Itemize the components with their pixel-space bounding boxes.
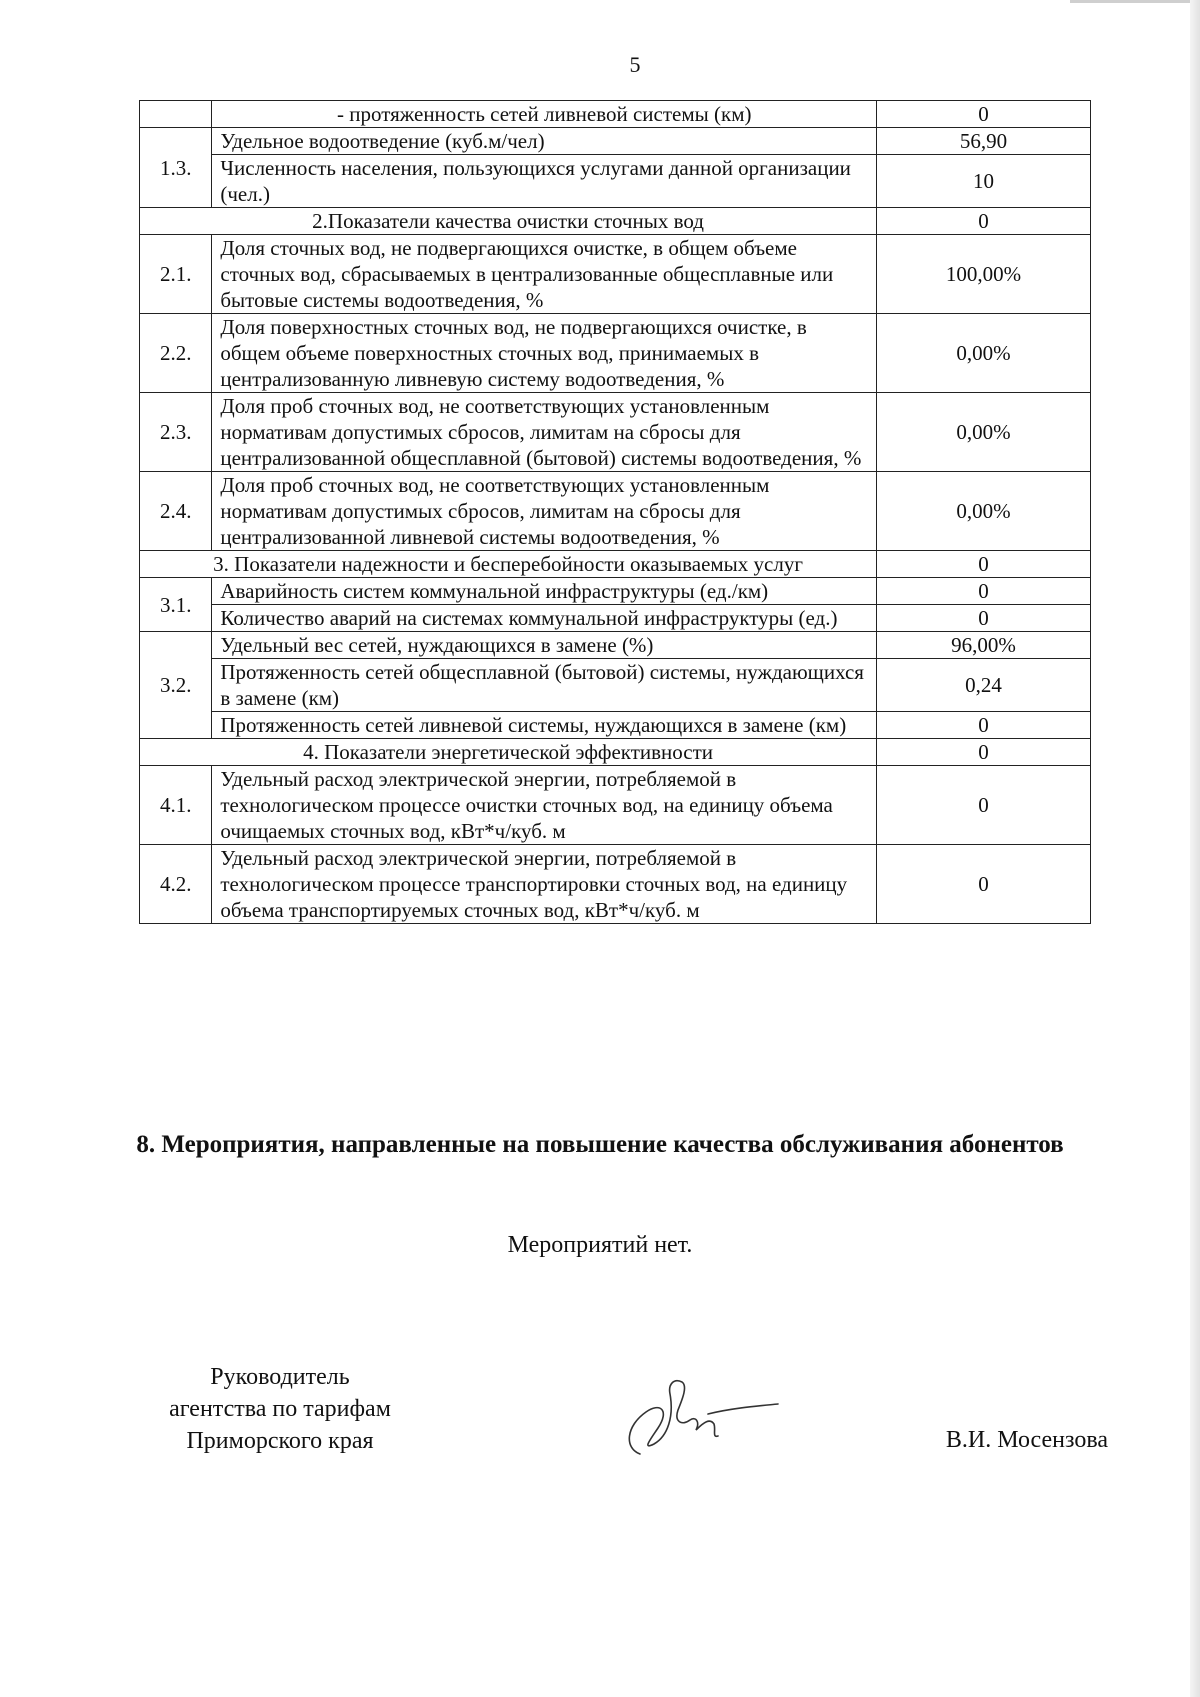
indicators-table-body: [140, 101, 1091, 924]
table-row: [140, 605, 1091, 632]
section-title: 3. Показатели надежности и бесперебойности оказываемых услуг: [140, 551, 877, 578]
indicator-value: 0,00%: [877, 393, 1091, 472]
table-row: [140, 393, 1091, 472]
indicator-name: Удельный вес сетей, нуждающихся в замене (%): [212, 632, 877, 659]
indicator-name: Численность населения, пользующихся услугами данной организации (чел.): [212, 155, 877, 208]
signer-title-line: агентства по тарифам: [169, 1396, 391, 1422]
section-8-heading: 8. Мероприятия, направленные на повышение качества обслуживания абонентов: [136, 1131, 1064, 1158]
indicator-name: - протяженность сетей ливневой системы (км): [212, 101, 877, 128]
indicator-value: 0: [877, 712, 1091, 739]
indicator-name: Удельный расход электрической энергии, потребляемой в технологическом процессе транспортировки сточных вод, на единицу объема транспортируемых сточных вод, кВт*ч/куб. м: [212, 845, 877, 924]
table-row: [140, 845, 1091, 924]
indicators-table: [139, 100, 1091, 924]
indicator-value: 0,00%: [877, 314, 1091, 393]
page-edge-line: [1070, 0, 1190, 3]
indicator-name: Аварийность систем коммунальной инфраструктуры (ед./км): [212, 578, 877, 605]
row-number: 4.1.: [140, 766, 212, 845]
handwritten-signature: [612, 1370, 782, 1460]
indicator-value: 0: [877, 208, 1091, 235]
section-row: [140, 551, 1091, 578]
indicator-value: 0: [877, 101, 1091, 128]
indicator-value: 96,00%: [877, 632, 1091, 659]
indicator-value: 0: [877, 739, 1091, 766]
row-number: 3.1.: [140, 578, 212, 632]
indicator-value: 0: [877, 766, 1091, 845]
indicator-value: 0,24: [877, 659, 1091, 712]
table-row: [140, 472, 1091, 551]
signer-title: [120, 1361, 440, 1457]
indicator-name: Доля проб сточных вод, не соответствующих установленным нормативам допустимых сбросов, лимитам на сбросы для централизованной ливневой системы водоотведения, %: [212, 472, 877, 551]
table-row: [140, 128, 1091, 155]
table-row: [140, 235, 1091, 314]
table-row: [140, 578, 1091, 605]
row-number: 3.2.: [140, 632, 212, 739]
indicator-value: 0: [877, 845, 1091, 924]
table-row: [140, 155, 1091, 208]
indicator-name: Удельный расход электрической энергии, потребляемой в технологическом процессе очистки сточных вод, на единицу объема очищаемых сточных вод, кВт*ч/куб. м: [212, 766, 877, 845]
indicator-value: 0: [877, 605, 1091, 632]
indicator-name: Протяженность сетей ливневой системы, нуждающихся в замене (км): [212, 712, 877, 739]
indicator-value: 100,00%: [877, 235, 1091, 314]
row-number: 2.1.: [140, 235, 212, 314]
indicator-name: Доля поверхностных сточных вод, не подвергающихся очистке, в общем объеме поверхностных сточных вод, принимаемых в централизованную ливневую систему водоотведения, %: [212, 314, 877, 393]
signer-title-line: Руководитель: [210, 1364, 350, 1390]
row-number: 2.4.: [140, 472, 212, 551]
indicator-name: Удельное водоотведение (куб.м/чел): [212, 128, 877, 155]
row-number: [140, 101, 212, 128]
table-row: [140, 632, 1091, 659]
section-title: 2.Показатели качества очистки сточных вод: [140, 208, 877, 235]
section-row: [140, 208, 1091, 235]
row-number: 1.3.: [140, 128, 212, 208]
indicator-value: 0,00%: [877, 472, 1091, 551]
indicator-value: 56,90: [877, 128, 1091, 155]
indicator-name: Доля проб сточных вод, не соответствующих установленным нормативам допустимых сбросов, лимитам на сбросы для централизованной общесплавной (бытовой) системы водоотведения, %: [212, 393, 877, 472]
indicator-name: Доля сточных вод, не подвергающихся очистке, в общем объеме сточных вод, сбрасываемых в централизованные общесплавные или бытовые системы водоотведения, %: [212, 235, 877, 314]
row-number: 2.2.: [140, 314, 212, 393]
page-edge-shadow: [1190, 0, 1200, 1697]
indicator-value: 0: [877, 551, 1091, 578]
page-number: 5: [629, 52, 641, 77]
signer-title-line: Приморского края: [186, 1428, 374, 1454]
table-row: [140, 659, 1091, 712]
indicator-name: Протяженность сетей общесплавной (бытовой) системы, нуждающихся в замене (км): [212, 659, 877, 712]
row-number: 2.3.: [140, 393, 212, 472]
indicator-value: 10: [877, 155, 1091, 208]
indicator-value: 0: [877, 578, 1091, 605]
section-title: 4. Показатели энергетической эффективности: [140, 739, 877, 766]
row-number: 4.2.: [140, 845, 212, 924]
table-row: [140, 712, 1091, 739]
section-row: [140, 739, 1091, 766]
indicator-name: Количество аварий на системах коммунальной инфраструктуры (ед.): [212, 605, 877, 632]
table-row: [140, 101, 1091, 128]
table-row: [140, 766, 1091, 845]
table-row: [140, 314, 1091, 393]
signer-name: В.И. Мосензова: [945, 1427, 1108, 1453]
no-measures-text: Мероприятий нет.: [507, 1232, 693, 1258]
